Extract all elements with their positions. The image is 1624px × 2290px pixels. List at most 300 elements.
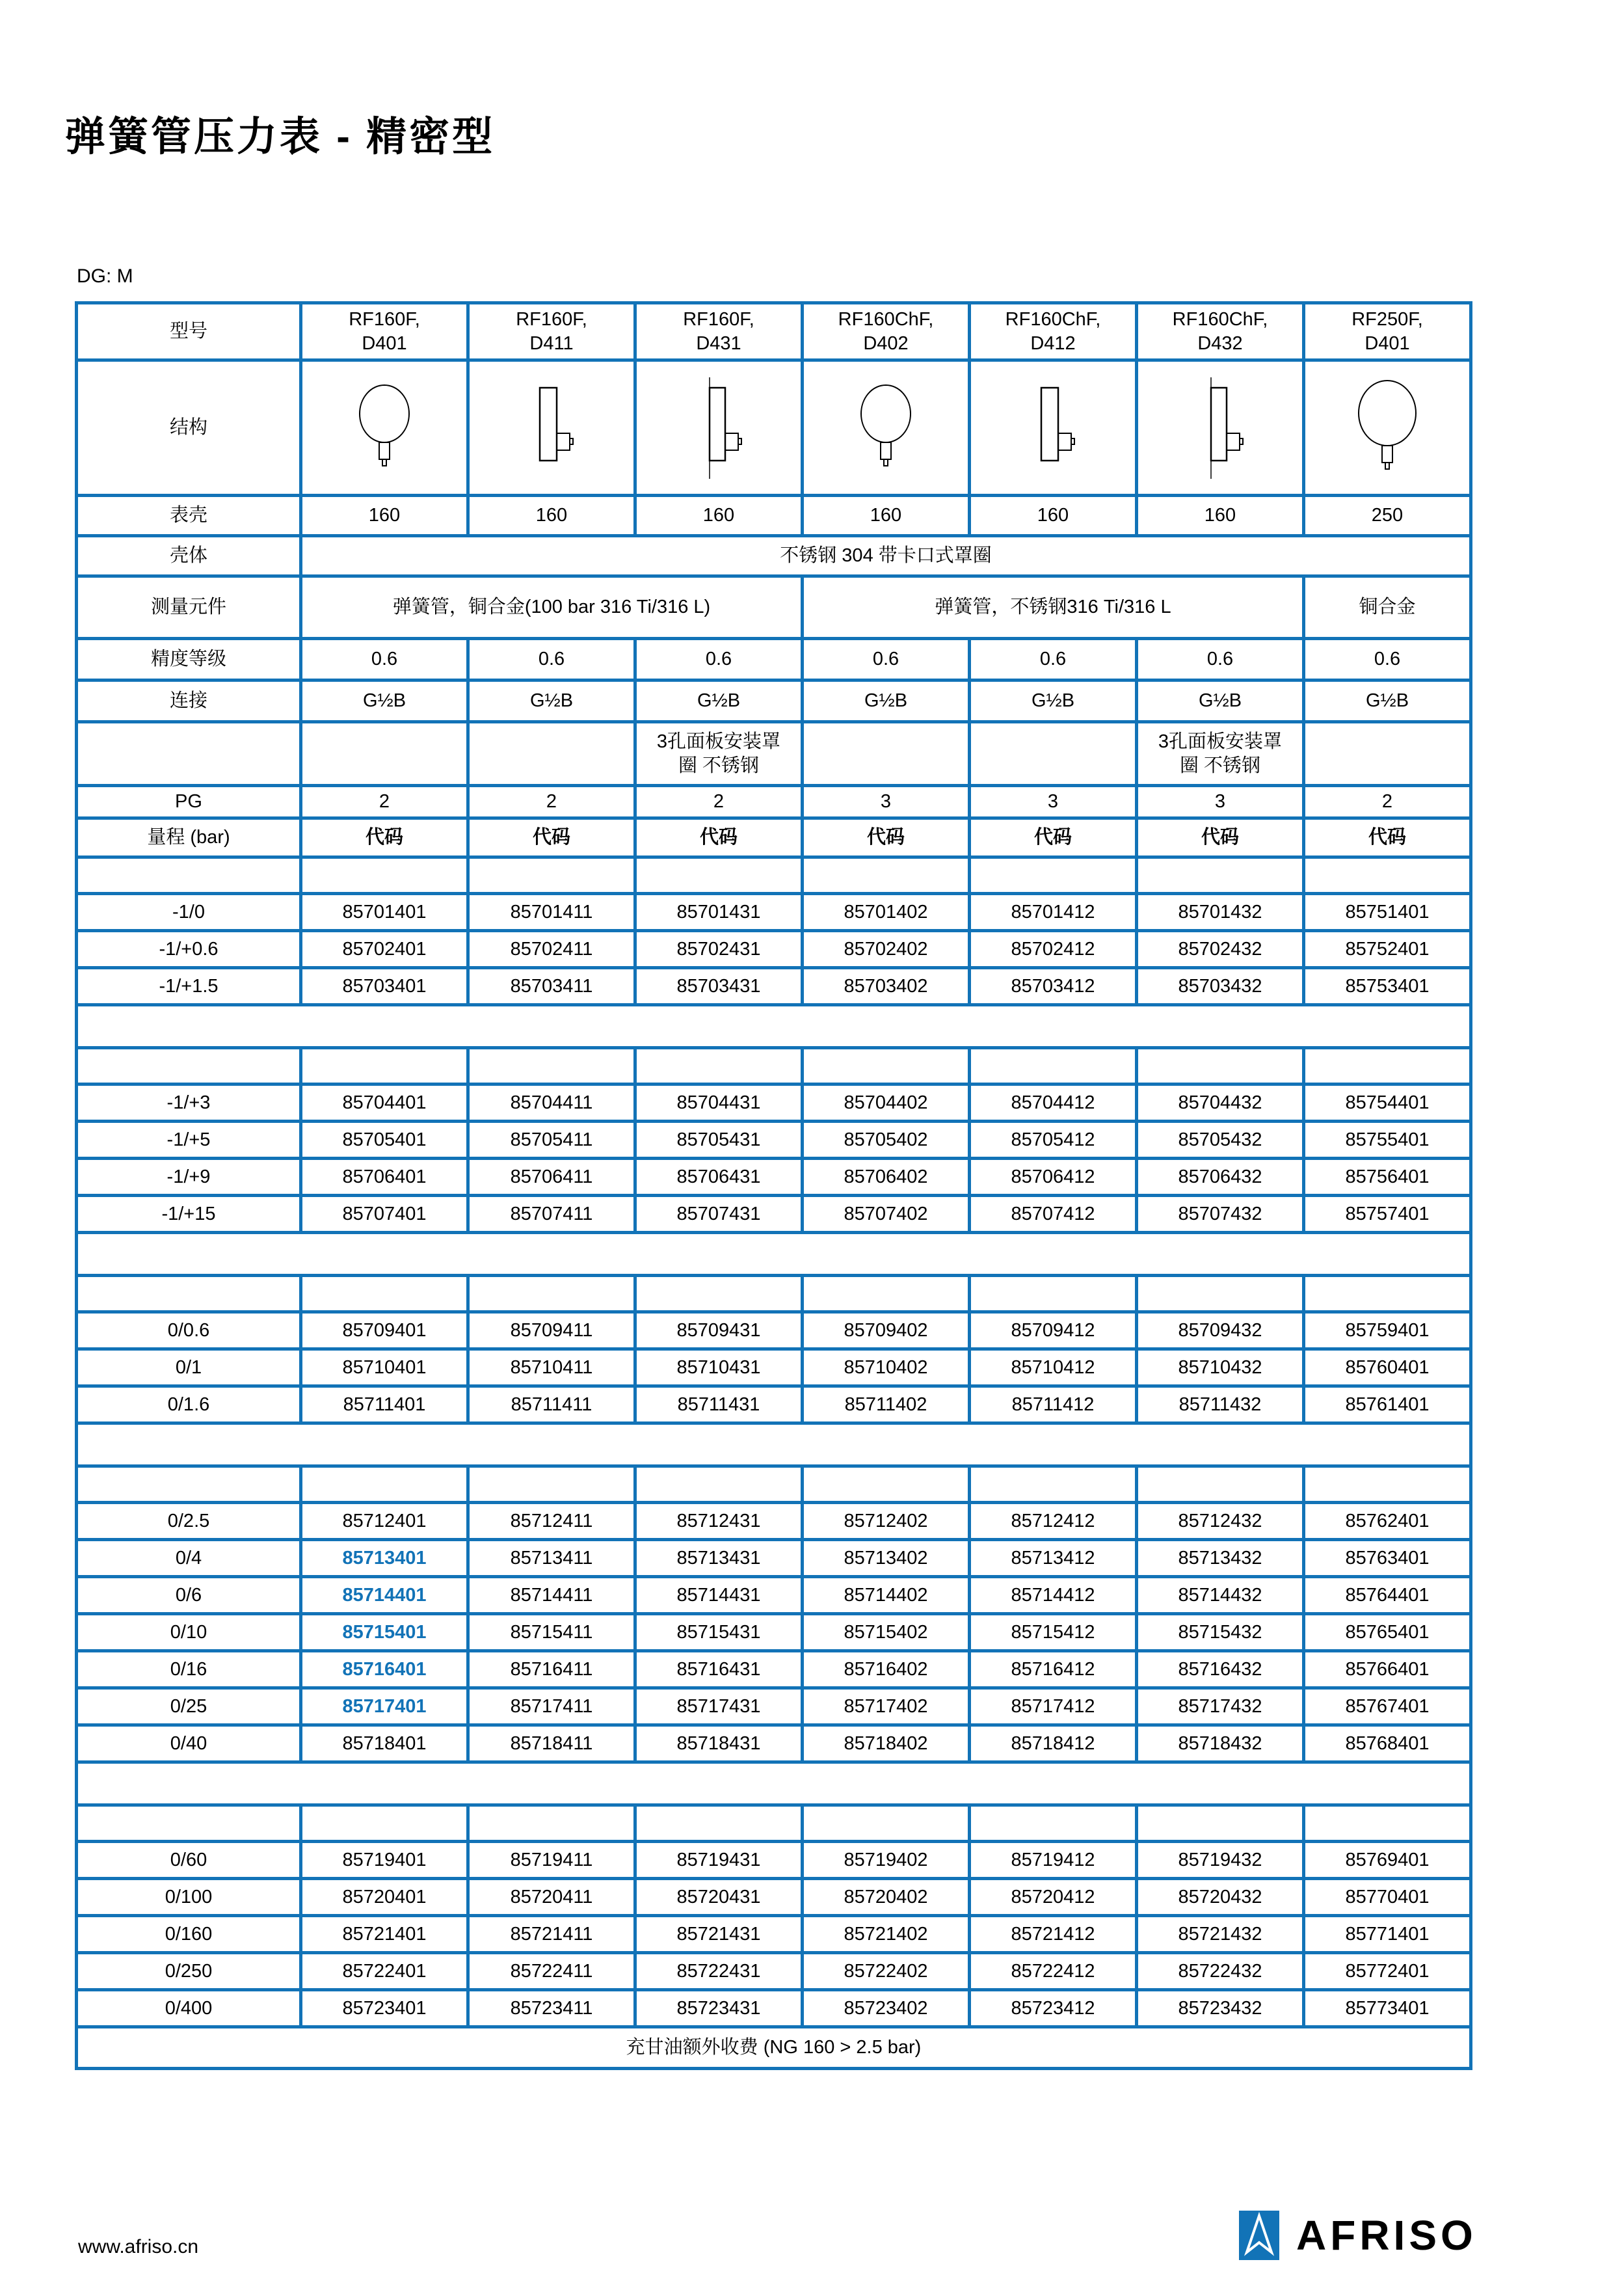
order-code-cell: 85707402 — [803, 1196, 970, 1233]
model-name-cell: RF160F, D431 — [635, 303, 803, 360]
order-code-row — [77, 931, 1471, 968]
pressure-range-cell: 0/1 — [77, 1349, 301, 1386]
order-code-cell: 85721432 — [1137, 1916, 1304, 1953]
row-label-spec: 壳体 — [77, 536, 301, 576]
row-label-structure: 结构 — [77, 360, 301, 496]
order-code-cell: 85702432 — [1137, 931, 1304, 968]
order-code-cell: 85705401 — [301, 1122, 468, 1159]
tint-cell — [1304, 857, 1471, 894]
order-code-cell: 85764401 — [1304, 1577, 1471, 1614]
spec-value-cell: 160 — [803, 496, 970, 536]
order-code-cell: 85713401 — [301, 1540, 468, 1577]
spec-value-cell: 160 — [468, 496, 635, 536]
spec-row — [77, 496, 1471, 536]
order-code-cell: 85722411 — [468, 1953, 635, 1990]
spec-row — [77, 639, 1471, 680]
tint-cell — [803, 1276, 970, 1312]
order-code-cell: 85712412 — [970, 1503, 1137, 1540]
order-code-cell: 85720412 — [970, 1879, 1137, 1916]
spec-value-cell: 2 — [635, 786, 803, 818]
pressure-range-cell: 0/0.6 — [77, 1312, 301, 1349]
order-code-cell: 85721431 — [635, 1916, 803, 1953]
spec-value-cell: 0.6 — [468, 639, 635, 680]
order-code-row — [77, 1879, 1471, 1916]
order-code-cell: 85760401 — [1304, 1349, 1471, 1386]
order-code-row — [77, 894, 1471, 931]
section-gap-row — [77, 1005, 1471, 1048]
order-code-cell: 85721412 — [970, 1916, 1137, 1953]
order-code-cell: 85717411 — [468, 1688, 635, 1725]
pressure-range-cell: 0/250 — [77, 1953, 301, 1990]
spec-value-cell: 3 — [1137, 786, 1304, 818]
order-code-cell: 85769401 — [1304, 1842, 1471, 1879]
afriso-arrow-icon — [1239, 2211, 1279, 2260]
order-code-cell: 85707412 — [970, 1196, 1137, 1233]
order-code-row — [77, 1540, 1471, 1577]
order-code-row — [77, 1916, 1471, 1953]
order-code-cell: 85709431 — [635, 1312, 803, 1349]
order-code-cell: 85712431 — [635, 1503, 803, 1540]
order-code-cell: 85701402 — [803, 894, 970, 931]
order-code-cell: 85712402 — [803, 1503, 970, 1540]
pressure-range-cell: -1/0 — [77, 894, 301, 931]
spec-value-cell: G½B — [1137, 680, 1304, 722]
spec-value-cell — [1304, 722, 1471, 786]
order-code-cell: 85722401 — [301, 1953, 468, 1990]
order-code-cell: 85714431 — [635, 1577, 803, 1614]
tint-cell — [77, 1805, 301, 1842]
order-code-cell: 85712401 — [301, 1503, 468, 1540]
pressure-range-cell: 0/40 — [77, 1725, 301, 1762]
section-gap-row — [77, 1423, 1471, 1466]
pressure-range-cell: 0/2.5 — [77, 1503, 301, 1540]
spec-value-cell: 3 — [803, 786, 970, 818]
order-code-cell: 85701412 — [970, 894, 1137, 931]
order-code-cell: 85702412 — [970, 931, 1137, 968]
order-code-cell: 85715432 — [1137, 1614, 1304, 1651]
order-code-cell: 85711431 — [635, 1386, 803, 1423]
order-code-cell: 85723431 — [635, 1990, 803, 2027]
order-code-row — [77, 1386, 1471, 1423]
order-code-cell: 85703411 — [468, 968, 635, 1005]
order-code-cell: 85706401 — [301, 1159, 468, 1196]
order-code-cell: 85717402 — [803, 1688, 970, 1725]
tint-cell — [803, 1048, 970, 1084]
tint-cell — [635, 1048, 803, 1084]
spec-value-cell: 3孔面板安装罩 圈 不锈钢 — [1137, 722, 1304, 786]
order-code-cell: 85722432 — [1137, 1953, 1304, 1990]
gauge-back-cell — [970, 360, 1137, 496]
gauge-front-view-large-drawing — [1345, 373, 1430, 483]
order-code-cell: 85722412 — [970, 1953, 1137, 1990]
spec-value-cell: 160 — [970, 496, 1137, 536]
gauge-back-cell — [468, 360, 635, 496]
tint-cell — [803, 1805, 970, 1842]
model-name-cell: RF160F, D411 — [468, 303, 635, 360]
order-code-cell: 85716431 — [635, 1651, 803, 1688]
tint-cell — [1304, 1276, 1471, 1312]
order-code-cell: 85704431 — [635, 1084, 803, 1122]
spec-value-cell: 2 — [301, 786, 468, 818]
order-code-cell: 85704432 — [1137, 1084, 1304, 1122]
order-code-row — [77, 1953, 1471, 1990]
order-code-cell: 85771401 — [1304, 1916, 1471, 1953]
pressure-range-cell: -1/+9 — [77, 1159, 301, 1196]
order-code-row — [77, 968, 1471, 1005]
spec-value-cell — [468, 722, 635, 786]
order-code-cell: 85712411 — [468, 1503, 635, 1540]
spec-value-cell: 0.6 — [1137, 639, 1304, 680]
tint-cell — [468, 1048, 635, 1084]
order-code-cell: 85723402 — [803, 1990, 970, 2027]
section-tint-row — [77, 1805, 1471, 1842]
order-code-cell: 85718411 — [468, 1725, 635, 1762]
order-code-cell: 85717401 — [301, 1688, 468, 1725]
pressure-range-cell: 0/60 — [77, 1842, 301, 1879]
order-code-cell: 85703431 — [635, 968, 803, 1005]
order-code-cell: 85701431 — [635, 894, 803, 931]
order-code-cell: 85704402 — [803, 1084, 970, 1122]
order-code-cell: 85755401 — [1304, 1122, 1471, 1159]
order-code-cell: 85701401 — [301, 894, 468, 931]
page-title: 弹簧管压力表 - 精密型 — [65, 114, 496, 159]
row-label-model: 型号 — [77, 303, 301, 360]
pressure-range-cell: 0/160 — [77, 1916, 301, 1953]
order-code-cell: 85706431 — [635, 1159, 803, 1196]
spec-value-cell: 代码 — [301, 818, 468, 857]
pressure-range-cell: -1/+3 — [77, 1084, 301, 1122]
pressure-range-cell: 0/6 — [77, 1577, 301, 1614]
order-code-cell: 85713431 — [635, 1540, 803, 1577]
gauge-panel-mount-drawing — [1181, 376, 1259, 480]
row-label-spec: PG — [77, 786, 301, 818]
order-code-cell: 85720411 — [468, 1879, 635, 1916]
spec-value-cell: 0.6 — [803, 639, 970, 680]
order-code-cell: 85703402 — [803, 968, 970, 1005]
order-code-cell: 85714402 — [803, 1577, 970, 1614]
row-label-spec: 连接 — [77, 680, 301, 722]
order-code-cell: 85751401 — [1304, 894, 1471, 931]
order-code-cell: 85718432 — [1137, 1725, 1304, 1762]
tint-cell — [1304, 1048, 1471, 1084]
spec-value-cell: 160 — [1137, 496, 1304, 536]
order-code-cell: 85762401 — [1304, 1503, 1471, 1540]
order-code-cell: 85709402 — [803, 1312, 970, 1349]
order-code-cell: 85766401 — [1304, 1651, 1471, 1688]
order-code-cell: 85718412 — [970, 1725, 1137, 1762]
gauge-side-view-drawing — [512, 376, 591, 480]
gap-cell — [77, 1233, 1471, 1276]
order-code-cell: 85707432 — [1137, 1196, 1304, 1233]
order-code-row — [77, 1725, 1471, 1762]
order-code-cell: 85716432 — [1137, 1651, 1304, 1688]
order-code-cell: 85714411 — [468, 1577, 635, 1614]
gap-cell — [77, 1762, 1471, 1805]
tint-cell — [970, 1276, 1137, 1312]
order-code-cell: 85761401 — [1304, 1386, 1471, 1423]
spec-value-cell: 2 — [1304, 786, 1471, 818]
spec-value-cell: 3孔面板安装罩 圈 不锈钢 — [635, 722, 803, 786]
gauge-front-cell — [803, 360, 970, 496]
order-code-cell: 85707431 — [635, 1196, 803, 1233]
gauge-front-cell — [301, 360, 468, 496]
order-code-cell: 85719432 — [1137, 1842, 1304, 1879]
order-code-cell: 85701432 — [1137, 894, 1304, 931]
order-code-cell: 85711411 — [468, 1386, 635, 1423]
order-code-row — [77, 1159, 1471, 1196]
order-code-cell: 85723432 — [1137, 1990, 1304, 2027]
tint-cell — [77, 1048, 301, 1084]
section-tint-row — [77, 1048, 1471, 1084]
order-code-cell: 85714401 — [301, 1577, 468, 1614]
tint-cell — [468, 857, 635, 894]
gauge-front-view-drawing — [345, 376, 423, 480]
spec-value-cell: 代码 — [468, 818, 635, 857]
order-code-cell: 85710401 — [301, 1349, 468, 1386]
brand-name: AFRISO — [1296, 2212, 1477, 2259]
order-code-cell: 85713432 — [1137, 1540, 1304, 1577]
order-code-cell: 85716411 — [468, 1651, 635, 1688]
tint-cell — [77, 857, 301, 894]
spec-value-cell: G½B — [635, 680, 803, 722]
order-code-cell: 85717431 — [635, 1688, 803, 1725]
spec-value-cell — [803, 722, 970, 786]
structure-row — [77, 360, 1471, 496]
spec-value-cell: 160 — [635, 496, 803, 536]
order-code-cell: 85703401 — [301, 968, 468, 1005]
tint-cell — [1137, 1466, 1304, 1503]
brand-logo — [1239, 2211, 1477, 2260]
spec-value-cell: 代码 — [970, 818, 1137, 857]
order-code-cell: 85718431 — [635, 1725, 803, 1762]
spec-value-span: 铜合金 — [1304, 576, 1471, 639]
order-code-cell: 85759401 — [1304, 1312, 1471, 1349]
order-code-cell: 85721411 — [468, 1916, 635, 1953]
pressure-range-cell: 0/400 — [77, 1990, 301, 2027]
tint-cell — [970, 1466, 1137, 1503]
order-code-cell: 85712432 — [1137, 1503, 1304, 1540]
order-code-cell: 85711402 — [803, 1386, 970, 1423]
order-code-row — [77, 1503, 1471, 1540]
model-name-cell: RF160ChF, D432 — [1137, 303, 1304, 360]
spec-value-span: 弹簧管，不锈钢316 Ti/316 L — [803, 576, 1304, 639]
tint-cell — [803, 857, 970, 894]
order-code-cell: 85773401 — [1304, 1990, 1471, 2027]
section-tint-row — [77, 1466, 1471, 1503]
tint-cell — [1137, 1276, 1304, 1312]
glycerine-surcharge-note: 充甘油额外收费 (NG 160 > 2.5 bar) — [77, 2027, 1471, 2069]
gauge-panel-cell — [1137, 360, 1304, 496]
order-code-cell: 85718401 — [301, 1725, 468, 1762]
order-code-cell: 85767401 — [1304, 1688, 1471, 1725]
order-code-cell: 85703412 — [970, 968, 1137, 1005]
order-code-cell: 85704401 — [301, 1084, 468, 1122]
order-code-cell: 85713412 — [970, 1540, 1137, 1577]
order-code-row — [77, 1196, 1471, 1233]
order-code-cell: 85715411 — [468, 1614, 635, 1651]
model-name-cell: RF160F, D401 — [301, 303, 468, 360]
spec-row — [77, 576, 1471, 639]
order-code-cell: 85719412 — [970, 1842, 1137, 1879]
order-code-cell: 85754401 — [1304, 1084, 1471, 1122]
order-code-cell: 85763401 — [1304, 1540, 1471, 1577]
pressure-range-cell: 0/16 — [77, 1651, 301, 1688]
order-code-cell: 85765401 — [1304, 1614, 1471, 1651]
order-code-cell: 85756401 — [1304, 1159, 1471, 1196]
order-code-cell: 85704411 — [468, 1084, 635, 1122]
order-code-cell: 85716402 — [803, 1651, 970, 1688]
order-code-cell: 85705402 — [803, 1122, 970, 1159]
gauge-front-large-cell — [1304, 360, 1471, 496]
order-code-cell: 85710402 — [803, 1349, 970, 1386]
order-code-cell: 85701411 — [468, 894, 635, 931]
order-code-cell: 85702402 — [803, 931, 970, 968]
tint-cell — [301, 1276, 468, 1312]
order-code-cell: 85705411 — [468, 1122, 635, 1159]
tint-cell — [468, 1276, 635, 1312]
tint-cell — [301, 1466, 468, 1503]
spec-value-cell: 3 — [970, 786, 1137, 818]
spec-value-cell: 代码 — [635, 818, 803, 857]
order-code-row — [77, 1651, 1471, 1688]
tint-cell — [1137, 1805, 1304, 1842]
order-code-cell: 85716401 — [301, 1651, 468, 1688]
order-code-cell: 85722431 — [635, 1953, 803, 1990]
spec-value-span: 弹簧管，铜合金(100 bar 316 Ti/316 L) — [301, 576, 803, 639]
tint-cell — [1137, 857, 1304, 894]
order-code-cell: 85720431 — [635, 1879, 803, 1916]
order-code-cell: 85723401 — [301, 1990, 468, 2027]
order-code-cell: 85707401 — [301, 1196, 468, 1233]
order-code-cell: 85752401 — [1304, 931, 1471, 968]
section-tint-row — [77, 1276, 1471, 1312]
model-name-cell: RF160ChF, D412 — [970, 303, 1137, 360]
spec-value-span: 不锈钢 304 带卡口式罩圈 — [301, 536, 1471, 576]
order-code-cell: 85705412 — [970, 1122, 1137, 1159]
order-code-cell: 85719401 — [301, 1842, 468, 1879]
order-code-cell: 85709412 — [970, 1312, 1137, 1349]
order-code-cell: 85711412 — [970, 1386, 1137, 1423]
order-code-cell: 85707411 — [468, 1196, 635, 1233]
order-code-cell: 85705432 — [1137, 1122, 1304, 1159]
order-code-row — [77, 1577, 1471, 1614]
order-code-cell: 85706411 — [468, 1159, 635, 1196]
tint-cell — [635, 1466, 803, 1503]
order-code-cell: 85710411 — [468, 1349, 635, 1386]
spec-value-cell: 250 — [1304, 496, 1471, 536]
order-code-cell: 85717432 — [1137, 1688, 1304, 1725]
order-code-row — [77, 1990, 1471, 2027]
tint-cell — [77, 1466, 301, 1503]
tint-cell — [468, 1466, 635, 1503]
spec-row — [77, 818, 1471, 857]
tint-cell — [301, 1048, 468, 1084]
pressure-range-cell: -1/+5 — [77, 1122, 301, 1159]
spec-value-cell: 0.6 — [635, 639, 803, 680]
spec-value-cell: 代码 — [803, 818, 970, 857]
dg-label: DG: M — [77, 265, 133, 287]
footer-note-row — [77, 2027, 1471, 2069]
order-code-cell: 85721402 — [803, 1916, 970, 1953]
tint-cell — [970, 1805, 1137, 1842]
pressure-range-cell: 0/1.6 — [77, 1386, 301, 1423]
order-code-cell: 85772401 — [1304, 1953, 1471, 1990]
order-code-cell: 85714412 — [970, 1577, 1137, 1614]
tint-cell — [301, 1805, 468, 1842]
pressure-range-cell: 0/100 — [77, 1879, 301, 1916]
spec-value-cell: G½B — [1304, 680, 1471, 722]
order-code-row — [77, 1084, 1471, 1122]
gap-cell — [77, 1005, 1471, 1048]
order-code-row — [77, 1349, 1471, 1386]
order-code-cell: 85721401 — [301, 1916, 468, 1953]
pressure-range-cell: 0/25 — [77, 1688, 301, 1725]
order-code-cell: 85717412 — [970, 1688, 1137, 1725]
order-code-row — [77, 1688, 1471, 1725]
spec-value-cell: G½B — [301, 680, 468, 722]
tint-cell — [635, 857, 803, 894]
order-code-cell: 85716412 — [970, 1651, 1137, 1688]
order-code-cell: 85715431 — [635, 1614, 803, 1651]
spec-value-cell: 2 — [468, 786, 635, 818]
section-gap-row — [77, 1762, 1471, 1805]
spec-value-cell: 代码 — [1137, 818, 1304, 857]
gauge-panel-cell — [635, 360, 803, 496]
order-code-cell: 85768401 — [1304, 1725, 1471, 1762]
order-code-cell: 85757401 — [1304, 1196, 1471, 1233]
footer-website-link[interactable]: www.afriso.cn — [78, 2236, 199, 2257]
order-code-cell: 85719431 — [635, 1842, 803, 1879]
order-code-cell: 85711401 — [301, 1386, 468, 1423]
order-code-cell: 85713402 — [803, 1540, 970, 1577]
order-code-cell: 85722402 — [803, 1953, 970, 1990]
section-tint-row — [77, 857, 1471, 894]
order-code-cell: 85710412 — [970, 1349, 1137, 1386]
order-code-cell: 85704412 — [970, 1084, 1137, 1122]
model-name-cell: RF160ChF, D402 — [803, 303, 970, 360]
order-code-cell: 85710432 — [1137, 1349, 1304, 1386]
product-table — [75, 301, 1472, 2070]
spec-value-cell: G½B — [803, 680, 970, 722]
order-code-cell: 85706412 — [970, 1159, 1137, 1196]
pressure-range-cell: 0/4 — [77, 1540, 301, 1577]
spec-value-cell: 代码 — [1304, 818, 1471, 857]
order-code-cell: 85709411 — [468, 1312, 635, 1349]
order-code-cell: 85753401 — [1304, 968, 1471, 1005]
order-code-cell: 85723411 — [468, 1990, 635, 2027]
tint-cell — [970, 857, 1137, 894]
pressure-range-cell: -1/+1.5 — [77, 968, 301, 1005]
order-code-cell: 85719402 — [803, 1842, 970, 1879]
spec-value-cell — [970, 722, 1137, 786]
tint-cell — [1304, 1805, 1471, 1842]
order-code-cell: 85720402 — [803, 1879, 970, 1916]
tint-cell — [77, 1276, 301, 1312]
order-code-cell: 85706432 — [1137, 1159, 1304, 1196]
order-code-cell: 85702411 — [468, 931, 635, 968]
spec-value-cell: 0.6 — [1304, 639, 1471, 680]
row-label-spec: 表壳 — [77, 496, 301, 536]
spec-value-cell: 160 — [301, 496, 468, 536]
order-code-cell: 85706402 — [803, 1159, 970, 1196]
pressure-range-cell: -1/+15 — [77, 1196, 301, 1233]
spec-value-cell: 0.6 — [970, 639, 1137, 680]
pressure-range-cell: 0/10 — [77, 1614, 301, 1651]
model-header-row — [77, 303, 1471, 360]
model-name-cell: RF250F, D401 — [1304, 303, 1471, 360]
spec-row — [77, 536, 1471, 576]
order-code-cell: 85715401 — [301, 1614, 468, 1651]
